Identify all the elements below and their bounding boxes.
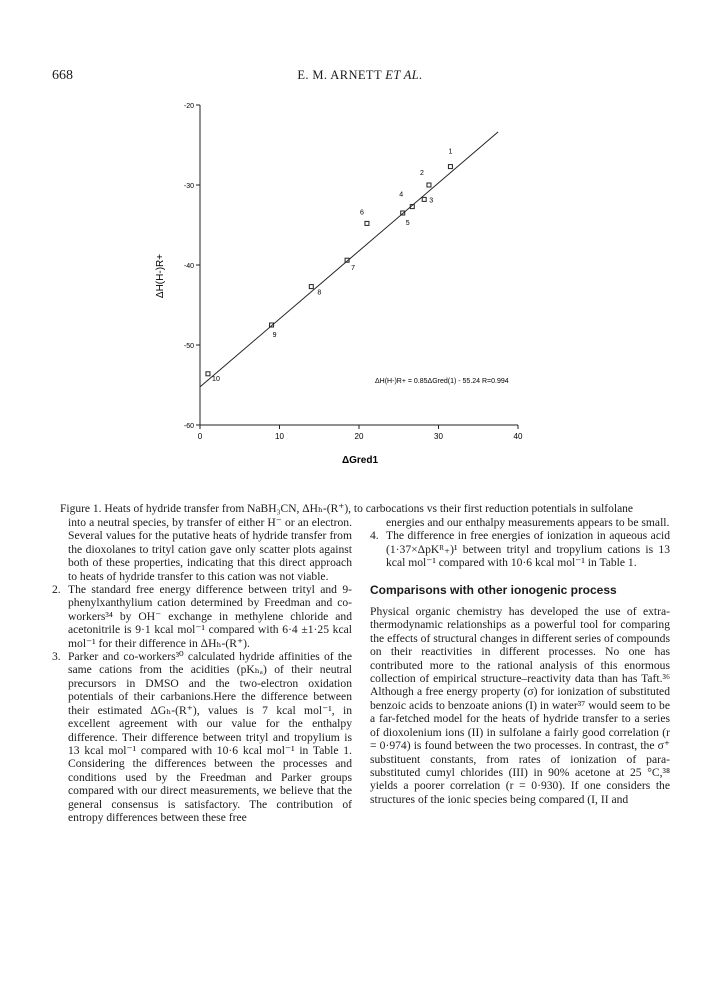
list-text: The difference in free energies of ionization in aqueous acid (1·37×ΔpKᴿ₊)¹ between trityl and tropylium cations is 13 kcal mol⁻¹ compared with 10·6 kcal mol⁻¹ in Table 1.: [386, 529, 670, 570]
list-continuation: energies and our enthalpy measurements appears to be small.: [386, 516, 670, 529]
x-tick-label: 30: [434, 432, 443, 441]
list-item: [370, 529, 670, 569]
x-tick-label: 0: [197, 432, 203, 441]
regression-annotation: ΔH(H-)R+ = 0.85ΔGred(1) - 55.24 R=0.994: [375, 378, 509, 385]
figure-caption: Figure 1. Heats of hydride transfer from NaBH₃CN, ΔHₕ-(R⁺), to carbocations vs their first reduction potentials in sulfolane: [60, 503, 634, 515]
left-column: [52, 516, 352, 824]
data-point-8: [309, 285, 313, 289]
data-point-10: [206, 372, 210, 376]
point-label-2: 2: [420, 170, 424, 177]
y-axis-label: ΔH(H-)R+: [155, 253, 166, 299]
list-item: [52, 650, 352, 824]
y-tick-label: -30: [183, 183, 194, 190]
y-tick-label: -40: [183, 263, 194, 270]
y-tick-label: -20: [183, 103, 194, 110]
running-head-suffix: ET AL.: [385, 68, 423, 82]
list-number: 3.: [52, 650, 61, 664]
list-item: [52, 583, 352, 650]
list-text: Parker and co-workers³⁰ calculated hydride affinities of the same cations from the acidities (pKₕₐ) of their neutral precursors in DMSO and the two-electron oxidation potentials of their carbanions.Here the difference between their estimated ΔGₕ-(R⁺), values is 7 kcal mol⁻¹, in excellent agreement with our value for the enthalpy difference. Their difference between trityl and tropylium is 13 kcal mol⁻¹ compared with 10·6 kcal mol⁻¹ in Table 1. Considering the differences between the processes and conditions used by the Freedman and Parker groups compared with our direct measurements, we believe that the general consensus is satisfactory. The contribution of entropy differences between these free: [68, 650, 352, 824]
data-point-2: [427, 183, 431, 187]
point-label-10: 10: [212, 375, 220, 383]
body-paragraph: Physical organic chemistry has developed the use of extra-thermodynamic relationships as a powerful tool for comparing the effects of structural changes in different series of compounds on their reactivities in different processes. No one has contributed more to the rational analysis of this enormous collection of empirical structure–reactivity data than has Taft.³⁶ Although a free energy property (σ) for ionization of substituted benzoic acids to benzoate anions (I) in water³⁷ would seem to be a far-fetched model for the heats of hydride transfer to a series of dioxolenium ions (II) in sulfolane a fairly good correlation (r = 0·974) is found between the two processes. In contrast, the σ⁺ substituent constants, from rates of ionization of para-substituted cumyl chlorides (III) in 90% acetone at 25 °C,³⁸ yields a poorer correlation (r = 0·930). If one considers the structures of the ionic species being compared (I, II and: [370, 605, 670, 806]
point-label-9: 9: [272, 332, 277, 339]
x-tick-label: 20: [354, 432, 364, 441]
point-label-6: 6: [359, 209, 364, 217]
point-label-1: 1: [448, 148, 453, 156]
data-point-6: [365, 221, 369, 225]
chart-axes: [200, 105, 518, 425]
data-points: [206, 149, 453, 383]
x-axis-label: ΔGred1: [341, 455, 379, 466]
data-point-1: [448, 165, 452, 169]
list-number: 2.: [52, 583, 61, 597]
point-label-4: 4: [399, 191, 404, 199]
list-text: The standard free energy difference between trityl and 9-phenylxanthylium cation determined by Freedman and co-workers³⁴ by OH⁻ exchange in methylene chloride and acetonitrile is 9·1 kcal mol⁻¹ compared with 6·4 ±1·25 kcal mol⁻¹ for their difference in ΔHₕ-(R⁺).: [68, 583, 352, 650]
numbered-list: [52, 583, 352, 824]
right-column: [370, 516, 670, 806]
y-tick-label: -60: [183, 423, 194, 430]
numbered-list: [370, 529, 670, 569]
x-tick-label: 40: [513, 432, 523, 441]
y-tick-label: -50: [183, 343, 194, 350]
data-point-3: [422, 197, 426, 201]
point-label-7: 7: [351, 265, 356, 273]
x-tick-label: 10: [275, 432, 284, 441]
point-label-5: 5: [405, 220, 410, 227]
list-number: 4.: [370, 529, 379, 543]
running-head-authors: E. M. ARNETT: [297, 68, 382, 82]
point-label-3: 3: [429, 197, 434, 205]
section-heading: Comparisons with other ionogenic process: [370, 582, 617, 597]
page-number: 668: [52, 68, 73, 83]
list-continuation: into a neutral species, by transfer of either H⁻ or an electron. Several values for the putative heats of hydride transfer from the dioxolanes to trityl cation gave only scatter plots against both of these properties, indicating that this direct approach to heats of hydride transfer to this cation was not viable.: [68, 516, 352, 583]
point-label-8: 8: [317, 289, 322, 297]
